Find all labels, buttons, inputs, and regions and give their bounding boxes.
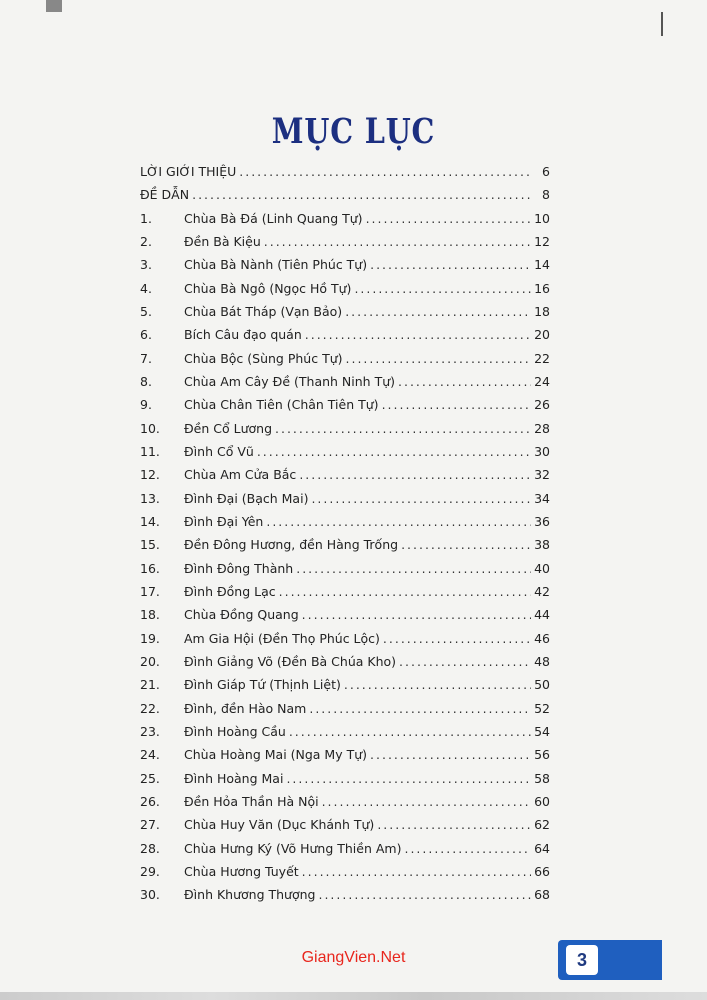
toc-leader-dots bbox=[286, 767, 531, 790]
toc-entry-label: LỜI GIỚI THIỆU bbox=[140, 164, 237, 179]
toc-entry bbox=[140, 860, 550, 883]
toc-entry-number: 27. bbox=[140, 817, 160, 833]
toc-entry-label: Chùa Đồng Quang bbox=[184, 607, 299, 623]
toc-entry bbox=[140, 673, 550, 696]
toc-entry-label: Đền Bà Kiệu bbox=[184, 233, 261, 249]
toc-entry-page: 40 bbox=[534, 560, 550, 576]
toc-entry-number: 11. bbox=[140, 443, 160, 459]
toc-entry-page: 62 bbox=[534, 817, 550, 833]
toc-entry-number: 24. bbox=[140, 747, 160, 763]
toc-leader-dots bbox=[302, 860, 531, 883]
toc-entry-page: 34 bbox=[534, 490, 550, 506]
toc-entry-number: 16. bbox=[140, 560, 160, 576]
toc-leader-dots bbox=[275, 417, 531, 440]
toc-entry-page: 20 bbox=[534, 327, 550, 343]
toc-entry-label: Chùa Hưng Ký (Võ Hưng Thiền Am) bbox=[184, 840, 402, 856]
page-number: 3 bbox=[566, 945, 598, 975]
toc-entry-label: Chùa Am Cây Đề (Thanh Ninh Tự) bbox=[184, 373, 396, 389]
toc-entry-label: Đền Đông Hương, đền Hàng Trống bbox=[184, 537, 399, 553]
page-title: MỤC LỤC bbox=[271, 111, 436, 153]
toc-entry bbox=[140, 323, 550, 346]
toc-entry-page: 14 bbox=[534, 257, 550, 273]
toc-entry-page: 26 bbox=[534, 397, 550, 413]
toc-leader-dots bbox=[345, 300, 531, 323]
toc-entry-label: Đình Giảng Võ (Đền Bà Chúa Kho) bbox=[184, 653, 397, 669]
toc-entry bbox=[140, 230, 550, 253]
toc-leader-dots bbox=[264, 230, 531, 253]
toc-entry bbox=[140, 767, 550, 790]
toc-entry bbox=[140, 370, 550, 393]
toc-entry-page: 22 bbox=[534, 350, 550, 366]
toc-entry-page: 38 bbox=[534, 537, 550, 553]
toc-leader-dots bbox=[399, 650, 531, 673]
toc-entry-label: Am Gia Hội (Đền Thọ Phúc Lộc) bbox=[184, 630, 380, 646]
toc-entry bbox=[140, 627, 550, 650]
toc-leader-dots bbox=[366, 207, 531, 230]
toc-entry-label: Đình Hoàng Cầu bbox=[184, 723, 286, 739]
toc-entry-number: 22. bbox=[140, 700, 160, 716]
toc-entry bbox=[140, 720, 550, 743]
toc-entry-label: Chùa Bà Đá (Linh Quang Tự) bbox=[184, 210, 363, 226]
toc-entry bbox=[140, 253, 550, 276]
toc-entry-number: 5. bbox=[140, 303, 152, 319]
toc-entry-number: 15. bbox=[140, 537, 160, 553]
toc-entry-label: Chùa Am Cửa Bắc bbox=[184, 467, 297, 483]
toc-leader-dots bbox=[296, 557, 531, 580]
toc-leader-dots bbox=[370, 253, 531, 276]
toc-entry-page: 48 bbox=[534, 653, 550, 669]
toc-entry bbox=[140, 347, 550, 370]
toc-entry-number: 28. bbox=[140, 840, 160, 856]
toc-leader-dots bbox=[382, 393, 531, 416]
toc-entry-label: Đình Cổ Vũ bbox=[184, 443, 254, 459]
scan-corner-mark bbox=[46, 0, 62, 12]
toc-leader-dots bbox=[401, 533, 531, 556]
toc-leader-dots bbox=[383, 627, 531, 650]
toc-entry-page: 12 bbox=[534, 233, 550, 249]
toc-entry bbox=[140, 417, 550, 440]
toc-entry-number: 7. bbox=[140, 350, 152, 366]
toc-entry-page: 10 bbox=[534, 210, 550, 226]
toc-entry-number: 23. bbox=[140, 723, 160, 739]
toc-entry bbox=[140, 183, 550, 206]
toc-entry bbox=[140, 557, 550, 580]
toc-leader-dots bbox=[322, 790, 531, 813]
toc-entry-label: Đền Hỏa Thần Hà Nội bbox=[184, 793, 319, 809]
toc-entry-number: 14. bbox=[140, 513, 160, 529]
toc-leader-dots bbox=[311, 487, 531, 510]
toc-entry-label: Đình Đồng Lạc bbox=[184, 583, 276, 599]
toc-entry-page: 24 bbox=[534, 373, 550, 389]
toc-entry-page: 32 bbox=[534, 467, 550, 483]
toc-entry-label: Đền Cổ Lương bbox=[184, 420, 273, 436]
toc-entry bbox=[140, 440, 550, 463]
toc-entry-label: Bích Câu đạo quán bbox=[184, 327, 302, 343]
toc-entry bbox=[140, 393, 550, 416]
toc-entry-page: 18 bbox=[534, 303, 550, 319]
toc-entry bbox=[140, 207, 550, 230]
toc-leader-dots bbox=[257, 440, 531, 463]
toc-entry bbox=[140, 300, 550, 323]
toc-entry-page: 46 bbox=[534, 630, 550, 646]
toc-entry-page: 52 bbox=[534, 700, 550, 716]
toc-entry-label: ĐỀ DẪN bbox=[140, 187, 190, 203]
toc-leader-dots bbox=[279, 580, 531, 603]
toc-entry-label: Chùa Bộc (Sùng Phúc Tự) bbox=[184, 350, 343, 366]
toc-leader-dots bbox=[192, 183, 531, 206]
toc-entry-page: 50 bbox=[534, 677, 550, 693]
toc-entry-label: Đình Đại (Bạch Mai) bbox=[184, 490, 309, 506]
toc-entry-label: Chùa Bát Tháp (Vạn Bảo) bbox=[184, 303, 343, 319]
toc-entry-page: 68 bbox=[534, 887, 550, 903]
toc-entry-number: 6. bbox=[140, 327, 152, 343]
toc-entry-page: 42 bbox=[534, 583, 550, 599]
toc-entry-page: 28 bbox=[534, 420, 550, 436]
toc-entry bbox=[140, 650, 550, 673]
toc-entry bbox=[140, 533, 550, 556]
page-number-tab bbox=[558, 940, 662, 980]
toc-entry bbox=[140, 603, 550, 626]
toc-leader-dots bbox=[266, 510, 531, 533]
toc-leader-dots bbox=[346, 347, 531, 370]
toc-entry bbox=[140, 160, 550, 183]
toc-entry-number: 13. bbox=[140, 490, 160, 506]
toc-leader-dots bbox=[377, 813, 531, 836]
toc-entry-label: Chùa Chân Tiên (Chân Tiên Tự) bbox=[184, 397, 379, 413]
toc-entry bbox=[140, 510, 550, 533]
toc-leader-dots bbox=[344, 673, 531, 696]
toc-leader-dots bbox=[289, 720, 531, 743]
toc-entry-number: 21. bbox=[140, 677, 160, 693]
watermark-text: GiangVien.Net bbox=[301, 949, 406, 966]
toc-entry bbox=[140, 813, 550, 836]
toc-leader-dots bbox=[299, 463, 531, 486]
toc-leader-dots bbox=[309, 697, 531, 720]
toc-entry bbox=[140, 697, 550, 720]
toc-leader-dots bbox=[305, 323, 531, 346]
toc-entry-label: Đình Giáp Tứ (Thịnh Liệt) bbox=[184, 677, 341, 693]
toc-entry bbox=[140, 487, 550, 510]
toc-entry-page: 54 bbox=[534, 723, 550, 739]
toc-entry bbox=[140, 743, 550, 766]
toc-entry-label: Chùa Hương Tuyết bbox=[184, 863, 299, 879]
toc-leader-dots bbox=[302, 603, 531, 626]
toc-entry-page: 60 bbox=[534, 793, 550, 809]
toc-entry-label: Đình Hoàng Mai bbox=[184, 770, 284, 786]
toc-entry-number: 18. bbox=[140, 607, 160, 623]
toc-entry-number: 20. bbox=[140, 653, 160, 669]
toc-leader-dots bbox=[398, 370, 531, 393]
toc-entry-page: 8 bbox=[542, 187, 550, 203]
toc-entry-number: 30. bbox=[140, 887, 160, 903]
toc-entry bbox=[140, 837, 550, 860]
toc-entry-number: 25. bbox=[140, 770, 160, 786]
toc-entry-number: 3. bbox=[140, 257, 152, 273]
toc-entry-number: 10. bbox=[140, 420, 160, 436]
toc-entry-number: 8. bbox=[140, 373, 152, 389]
toc-entry-label: Đình Đông Thành bbox=[184, 560, 294, 576]
toc-leader-dots bbox=[239, 160, 531, 183]
toc-entry-page: 58 bbox=[534, 770, 550, 786]
toc-entry-number: 9. bbox=[140, 397, 152, 413]
toc-entry-number: 29. bbox=[140, 863, 160, 879]
toc-leader-dots bbox=[404, 837, 531, 860]
toc-entry-page: 64 bbox=[534, 840, 550, 856]
toc-entry-number: 26. bbox=[140, 793, 160, 809]
toc-entry-number: 2. bbox=[140, 233, 152, 249]
scan-bottom-edge bbox=[0, 992, 707, 1000]
toc-entry bbox=[140, 580, 550, 603]
table-of-contents bbox=[140, 160, 550, 907]
toc-entry-label: Đình, đền Hào Nam bbox=[184, 700, 307, 716]
toc-entry-label: Đình Đại Yên bbox=[184, 513, 264, 529]
toc-entry-number: 1. bbox=[140, 210, 152, 226]
toc-leader-dots bbox=[318, 883, 531, 906]
toc-entry-number: 12. bbox=[140, 467, 160, 483]
toc-leader-dots bbox=[370, 743, 531, 766]
scan-edge-mark bbox=[661, 12, 663, 36]
toc-entry-page: 44 bbox=[534, 607, 550, 623]
toc-entry-page: 6 bbox=[542, 164, 550, 179]
toc-entry bbox=[140, 790, 550, 813]
toc-entry bbox=[140, 277, 550, 300]
toc-entry-page: 36 bbox=[534, 513, 550, 529]
toc-leader-dots bbox=[354, 277, 531, 300]
toc-entry-label: Đình Khương Thượng bbox=[184, 887, 316, 903]
toc-entry-label: Chùa Bà Ngô (Ngọc Hồ Tự) bbox=[184, 280, 352, 296]
toc-entry-page: 16 bbox=[534, 280, 550, 296]
toc-entry bbox=[140, 883, 550, 906]
toc-entry-page: 30 bbox=[534, 443, 550, 459]
toc-entry-label: Chùa Hoàng Mai (Nga My Tự) bbox=[184, 747, 368, 763]
toc-entry-number: 19. bbox=[140, 630, 160, 646]
toc-entry-label: Chùa Huy Văn (Dục Khánh Tự) bbox=[184, 817, 375, 833]
toc-entry-page: 66 bbox=[534, 863, 550, 879]
toc-entry-label: Chùa Bà Nành (Tiên Phúc Tự) bbox=[184, 257, 368, 273]
toc-entry-page: 56 bbox=[534, 747, 550, 763]
toc-entry bbox=[140, 463, 550, 486]
toc-entry-number: 17. bbox=[140, 583, 160, 599]
toc-entry-number: 4. bbox=[140, 280, 152, 296]
